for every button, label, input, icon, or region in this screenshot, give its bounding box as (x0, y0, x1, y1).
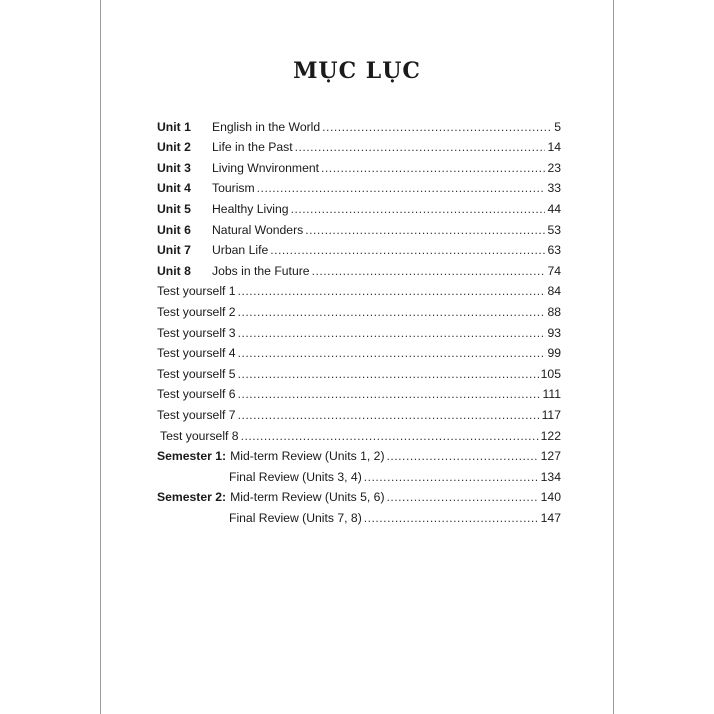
entry-title: Urban Life (212, 243, 269, 258)
dot-leader (312, 263, 546, 279)
semester-label: Semester 2: (157, 490, 227, 505)
page-number: 147 (540, 510, 561, 525)
unit-label: Unit 4 (157, 181, 191, 196)
page-number: 105 (540, 366, 561, 381)
toc-entry-test-3 (157, 320, 561, 341)
dot-leader (241, 428, 539, 444)
toc-entry-unit-2 (157, 135, 561, 156)
dot-leader (322, 119, 552, 135)
entry-title: Test yourself 4 (157, 346, 236, 361)
toc-entry-test-4 (157, 341, 561, 362)
entry-title: Test yourself 6 (157, 387, 236, 402)
entry-title: Final Review (Units 7, 8) (229, 510, 362, 525)
semester-label: Semester 1: (157, 449, 227, 464)
dot-leader (238, 304, 546, 320)
page-number: 33 (547, 181, 561, 196)
toc-entry-test-1 (157, 279, 561, 300)
page-number: 74 (547, 263, 561, 278)
dot-leader (238, 325, 546, 341)
dot-leader (238, 283, 546, 299)
dot-leader (238, 345, 546, 361)
page-number: 14 (547, 140, 561, 155)
unit-label: Unit 3 (157, 160, 191, 175)
toc-entry-semester-2-final (157, 505, 561, 526)
entry-title: Test yourself 5 (157, 366, 236, 381)
toc-entry-semester-1-midterm (157, 444, 561, 465)
entry-title: Tourism (212, 181, 255, 196)
dot-leader (364, 510, 539, 526)
dot-leader (270, 242, 545, 258)
entry-title: Test yourself 3 (157, 325, 236, 340)
page-number: 93 (547, 325, 561, 340)
page-number: 84 (547, 284, 561, 299)
page-number: 99 (547, 346, 561, 361)
entry-title: Natural Wonders (212, 222, 304, 237)
page-number: 88 (547, 304, 561, 319)
dot-leader (238, 407, 540, 423)
toc-entry-test-5 (157, 361, 561, 382)
entry-title: Jobs in the Future (212, 263, 310, 278)
toc-entry-unit-4 (157, 176, 561, 197)
toc-entry-test-6 (157, 382, 561, 403)
page-number: 117 (541, 407, 561, 422)
dot-leader (364, 469, 539, 485)
dot-leader (257, 180, 546, 196)
entry-title: Test yourself 8 (160, 428, 239, 443)
toc-entry-unit-8 (157, 258, 561, 279)
toc-entry-unit-1 (157, 114, 561, 135)
unit-label: Unit 5 (157, 201, 191, 216)
entry-title: Living Wnvironment (212, 160, 320, 175)
table-of-contents (157, 114, 561, 526)
dot-leader (295, 139, 546, 155)
dot-leader (305, 222, 545, 238)
toc-entry-unit-7 (157, 238, 561, 259)
toc-entry-unit-6 (157, 217, 561, 238)
toc-entry-semester-2-midterm (157, 485, 561, 506)
unit-label: Unit 1 (157, 119, 191, 134)
unit-label: Unit 7 (157, 243, 191, 258)
dot-leader (238, 386, 541, 402)
entry-title: Final Review (Units 3, 4) (229, 469, 362, 484)
dot-leader (321, 160, 545, 176)
dot-leader (387, 448, 539, 464)
toc-entry-test-8 (157, 423, 561, 444)
toc-entry-semester-1-final (157, 464, 561, 485)
unit-label: Unit 6 (157, 222, 191, 237)
entry-title: Mid-term Review (Units 5, 6) (230, 490, 385, 505)
page-number: 127 (540, 449, 561, 464)
document-page (100, 0, 614, 714)
entry-title: Healthy Living (212, 201, 289, 216)
entry-title: English in the World (212, 119, 321, 134)
page-number: 134 (540, 469, 561, 484)
page-number: 122 (540, 428, 561, 443)
unit-label: Unit 2 (157, 140, 191, 155)
page-number: 23 (547, 160, 561, 175)
page-number: 140 (540, 490, 561, 505)
page-number: 5 (554, 119, 561, 134)
unit-label: Unit 8 (157, 263, 191, 278)
page-title: MỤC LỤC (293, 58, 421, 84)
toc-entry-test-7 (157, 402, 561, 423)
entry-title: Test yourself 2 (157, 304, 236, 319)
toc-entry-unit-3 (157, 155, 561, 176)
entry-title: Life in the Past (212, 140, 293, 155)
entry-title: Test yourself 7 (157, 407, 236, 422)
entry-title: Test yourself 1 (157, 284, 236, 299)
page-number: 44 (547, 201, 561, 216)
toc-entry-unit-5 (157, 196, 561, 217)
dot-leader (387, 489, 539, 505)
page-number: 63 (547, 243, 561, 258)
entry-title: Mid-term Review (Units 1, 2) (230, 449, 385, 464)
page-number: 111 (542, 387, 561, 402)
page-number: 53 (547, 222, 561, 237)
dot-leader (291, 201, 546, 217)
dot-leader (238, 366, 539, 382)
toc-entry-test-2 (157, 299, 561, 320)
